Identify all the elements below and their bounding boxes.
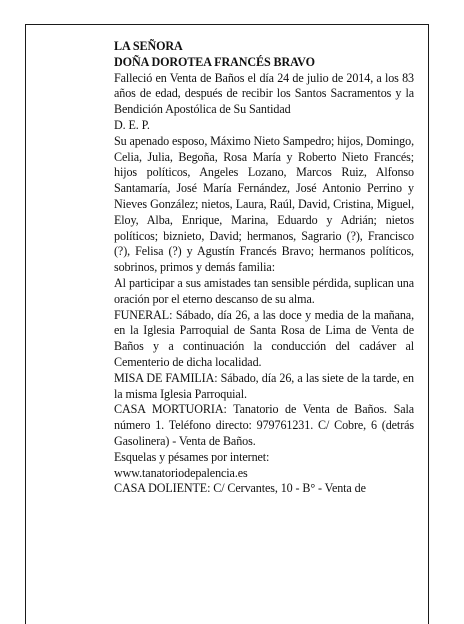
- esquelas-url[interactable]: www.tanatoriodepalencia.es: [114, 465, 248, 480]
- obituary-notice: [114, 39, 414, 497]
- death-paragraph: Falleció en Venta de Baños el día 24 de julio de 2014, a los 83 años de edad, después de recibir los Santos Sacramentos y la Bendición Apostólica de Su Santidad: [114, 70, 414, 117]
- deceased-name: DOÑA DOROTEA FRANCÉS BRAVO: [114, 54, 315, 69]
- mortuoria-paragraph: CASA MORTUORIA: Tanatorio de Venta de Baños. Sala número 1. Teléfono directo: 979761231. C/ Cobre, 6 (detrás Gasolinera) - Venta de Baños.: [114, 402, 414, 448]
- funeral-paragraph: FUNERAL: Sábado, día 26, a las doce y media de la mañana, en la Iglesia Parroquial de Santa Rosa de Lima de Venta de Baños y a continuación la conducción del cadáver al Cementerio de dicha localidad.: [114, 307, 414, 369]
- family-paragraph: Su apenado esposo, Máximo Nieto Sampedro; hijos, Domingo, Celia, Julia, Begoña, Rosa María y Roberto Nieto Francés; hijos políticos, Angeles Lozano, Marcos Ruiz, Alfonso Santamaría, José María Fernández, José Antonio Perrino y Nieves González; nietos, Laura, Raúl, David, Cristina, Miguel, Eloy, Alba, Enrique, Marina, Eduardo y Adrián; nietos políticos; biznieto, David; hermanos, Sagrario (?), Francisco (?), Felisa (?) y Agustín Francés Bravo; hermanos políticos, sobrinos, primos y demás familia:: [114, 133, 414, 275]
- esquelas-label: Esquelas y pésames por internet:: [114, 449, 270, 464]
- notice-title: LA SEÑORA: [114, 39, 183, 53]
- appeal-paragraph: Al participar a sus amistades tan sensible pérdida, suplican una oración por el eterno descanso de su alma.: [114, 275, 414, 306]
- misa-paragraph: MISA DE FAMILIA: Sábado, día 26, a las siete de la tarde, en la misma Iglesia Parroquial.: [114, 370, 414, 401]
- doliente-paragraph: CASA DOLIENTE: C/ Cervantes, 10 - B° - Venta de: [114, 481, 366, 496]
- dep-line: D. E. P.: [114, 117, 150, 132]
